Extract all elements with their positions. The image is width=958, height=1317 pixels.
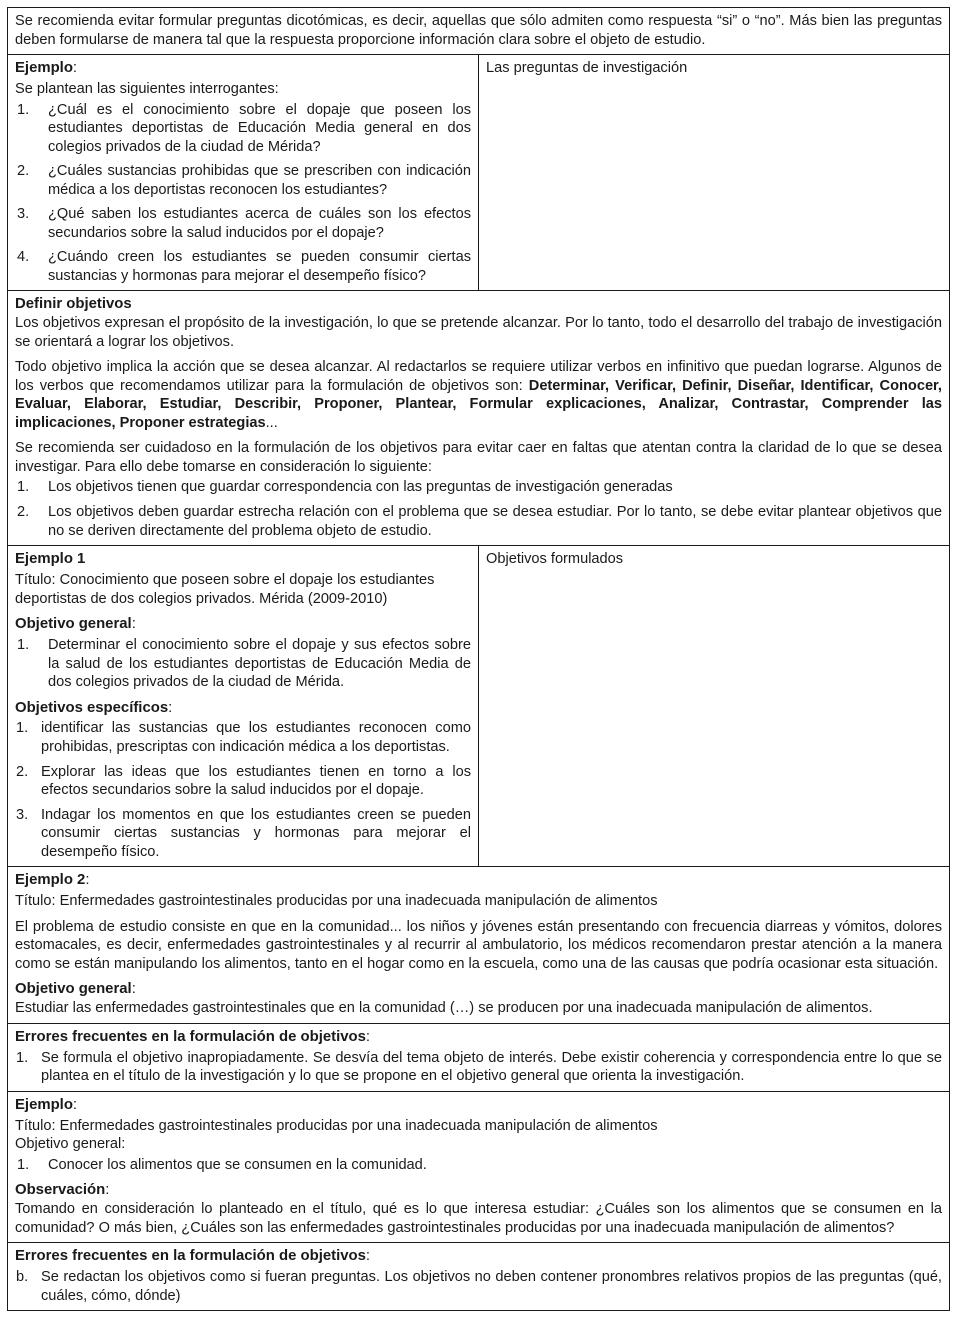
table-row: [8, 8, 950, 55]
example-3-cell: [8, 1091, 950, 1243]
list-text: Determinar el conocimiento sobre el dopaje y sus efectos sobre la salud de los estudiantes deportistas de Educación Media de dos colegios privados de la ciudad de Mérida.: [48, 636, 471, 691]
errors-1-list: [15, 1049, 942, 1086]
errors-1-heading-text: Errores frecuentes en la formulación de objetivos: [15, 1028, 366, 1045]
example-1-general-objective-heading: [15, 615, 471, 634]
table-row: [8, 1091, 950, 1243]
list-marker: 1.: [16, 1049, 29, 1066]
example-1-specific-objectives-heading-text: Objetivos específicos: [15, 699, 169, 716]
define-objectives-paragraph-3: Se recomienda ser cuidadoso en la formulación de los objetivos para evitar caer en faltas que atentan contra la claridad de lo que se desea investigar. Para ello debe tomarse en consideración lo siguiente:: [15, 440, 942, 475]
list-item: [15, 205, 471, 242]
methodology-guide-table: [7, 7, 950, 1311]
example-1-specific-objectives-heading: [15, 699, 471, 718]
example-2-general-objective-heading-text: Objetivo general: [15, 981, 132, 998]
example-questions-heading-colon: :: [72, 60, 78, 77]
example-3-general-objective-line: Objetivo general:: [15, 1136, 126, 1153]
list-item: [15, 1049, 942, 1086]
errors-2-cell: [8, 1243, 950, 1311]
verbs-bold-list: Determinar, Verificar, Definir, Diseñar, Identificar, Conocer, Evaluar, Elaborar, Estudiar, Describir, Proponer, Plantear, Formular explicaciones, Analizar, Contrastar, Comprender las implicaciones, Proponer estrategias: [15, 377, 942, 431]
list-marker: 1.: [17, 101, 30, 118]
intro-paragraph: Se recomienda evitar formular preguntas dicotómicas, es decir, aquellas que sólo admiten como respuesta “si” o “no”. Más bien las preguntas deben formularse de manera tal que la respuesta proporcione información clara sobre el objeto de estudio.: [15, 13, 942, 48]
observation-heading: [15, 1181, 942, 1200]
errors-2-heading: [15, 1247, 942, 1266]
list-text: ¿Cuál es el conocimiento sobre el dopaje que poseen los estudiantes deportistas de Educación Media general en dos colegios privados de la ciudad de Mérida?: [48, 101, 471, 155]
list-text: Los objetivos tienen que guardar correspondencia con las preguntas de investigación generadas: [48, 479, 673, 496]
errors-2-list: [15, 1268, 942, 1305]
list-text: ¿Qué saben los estudiantes acerca de cuáles son los efectos secundarios sobre la salud inducidos por el dopaje?: [48, 206, 471, 241]
observation-heading-text: Observación: [15, 1182, 106, 1199]
list-text: Se redactan los objetivos como si fueran preguntas. Los objetivos no deben contener pronombres relativos propios de las preguntas (qué, cuáles, cómo, dónde): [41, 1269, 942, 1304]
example-questions-lead: Se plantean las siguientes interrogantes:: [15, 80, 279, 97]
list-item: [15, 478, 942, 497]
example-1-specific-objectives-colon: :: [168, 699, 173, 716]
table-row: [8, 867, 950, 1024]
intro-cell: [8, 8, 950, 55]
example-1-title-label: Título:: [15, 571, 56, 588]
list-item: [15, 503, 942, 540]
example-1-general-objective-colon: :: [131, 616, 136, 633]
example-2-heading-colon: :: [85, 872, 90, 889]
errors-1-heading-colon: :: [365, 1028, 371, 1045]
example-questions-heading-text: Ejemplo: [15, 60, 73, 77]
list-item: [15, 719, 471, 756]
list-marker: b.: [16, 1269, 29, 1286]
side-label-formulated-objectives: Objetivos formulados: [486, 551, 624, 568]
example-questions-heading: [15, 59, 471, 78]
list-text: ¿Cuáles sustancias prohibidas que se prescriben con indicación médica a los deportistas reconocen los estudiantes?: [48, 163, 471, 198]
side-label-cell-questions: [479, 55, 950, 291]
example-1-title: [15, 571, 471, 608]
example-questions-list: [15, 101, 471, 286]
list-item: [15, 763, 471, 800]
errors-2-heading-text: Errores frecuentes en la formulación de objetivos: [15, 1248, 366, 1265]
define-objectives-heading: Definir objetivos: [15, 296, 132, 313]
example-2-title: Título: Enfermedades gastrointestinales producidas por una inadecuada manipulación de alimentos: [15, 893, 658, 910]
list-text: Indagar los momentos en que los estudiantes creen se pueden consumir ciertas sustancias y hormonas para mejorar el desempeño físico.: [41, 806, 471, 860]
errors-1-heading: [15, 1028, 942, 1047]
side-label-research-questions: Las preguntas de investigación: [486, 60, 688, 77]
example-1-title-text: Conocimiento que poseen sobre el dopaje los estudiantes deportistas de dos colegios privados. Mérida (2009-2010): [15, 571, 435, 607]
define-objectives-list: [15, 478, 942, 540]
table-row: [8, 1243, 950, 1311]
example-questions-cell: [8, 55, 479, 291]
list-marker: 3.: [16, 806, 29, 823]
list-marker: 2.: [16, 763, 29, 780]
list-item: [15, 1156, 942, 1175]
example-2-general-objective-text: Estudiar las enfermedades gastrointestinales que en la comunidad (…) se producen por una inadecuada manipulación de alimentos.: [15, 1000, 873, 1017]
table-row: [8, 546, 950, 867]
example-3-heading-colon: :: [72, 1096, 78, 1113]
example-2-general-objective-heading: [15, 980, 942, 999]
list-item: [15, 636, 471, 692]
table-row: [8, 55, 950, 291]
verbs-intro-text: Todo objetivo implica la acción que se desea alcanzar. Al redactarlos se requiere utilizar verbos en infinitivo que puedan lograrse. Algunos de los verbos que recomendamos utilizar para la formulación de objetivos son:: [15, 359, 942, 394]
define-objectives-cell: [8, 291, 950, 546]
errors-2-heading-colon: :: [365, 1248, 371, 1265]
list-marker: 4.: [17, 249, 30, 266]
list-item: [15, 248, 471, 285]
example-1-heading: Ejemplo 1: [15, 551, 86, 568]
list-marker: 1.: [17, 636, 30, 653]
example-3-list: [15, 1156, 942, 1175]
list-marker: 3.: [17, 206, 30, 223]
example-2-cell: [8, 867, 950, 1024]
list-text: Explorar las ideas que los estudiantes tienen en torno a los efectos secundarios sobre la salud inducidos por el dopaje.: [41, 763, 471, 799]
observation-heading-colon: :: [105, 1182, 110, 1199]
example-1-general-objective-list: [15, 636, 471, 692]
table-row: [8, 1023, 950, 1091]
side-label-cell-objectives: [479, 546, 950, 867]
example-3-title: Título: Enfermedades gastrointestinales producidas por una inadecuada manipulación de alimentos: [15, 1117, 658, 1134]
example-3-heading: [15, 1096, 942, 1115]
list-marker: 1.: [16, 720, 29, 737]
table-row: [8, 291, 950, 546]
list-text: identificar las sustancias que los estudiantes reconocen como prohibidas, prescriptas con indicación médica a los deportistas.: [41, 720, 471, 756]
observation-text: Tomando en consideración lo planteado en el título, qué es lo que interesa estudiar: ¿Cuáles son los alimentos que se consumen en la comunidad? O más bien, ¿Cuáles son las enfermedades gastrointestinales producidas por una inadecuada manipulación de alimentos?: [15, 1201, 942, 1236]
example-2-heading-text: Ejemplo 2: [15, 872, 86, 889]
errors-1-cell: [8, 1023, 950, 1091]
list-marker: 1.: [17, 1156, 30, 1173]
list-item: [15, 1268, 942, 1305]
list-marker: 2.: [17, 504, 30, 520]
list-text: Conocer los alimentos que se consumen en la comunidad.: [48, 1156, 427, 1173]
example-2-general-objective-colon: :: [131, 981, 136, 998]
example-2-heading: [15, 871, 942, 890]
list-item: [15, 806, 471, 862]
list-text: Los objetivos deben guardar estrecha relación con el problema que se desea estudiar. Por lo tanto, se debe evitar plantear objetivos que no se deriven directamente del problema objeto de estudio.: [48, 504, 942, 539]
list-marker: 1.: [17, 479, 30, 496]
example-1-cell: [8, 546, 479, 867]
list-text: ¿Cuándo creen los estudiantes se pueden consumir ciertas sustancias y hormonas para mejorar el desempeño físico?: [48, 249, 471, 284]
example-1-general-objective-heading-text: Objetivo general: [15, 616, 132, 633]
define-objectives-paragraph-1: Los objetivos expresan el propósito de la investigación, lo que se pretende alcanzar. Por lo tanto, todo el desarrollo del trabajo de investigación se orientará a lograr los objetivos.: [15, 315, 942, 350]
list-marker: 2.: [17, 163, 30, 180]
list-item: [15, 101, 471, 157]
define-objectives-paragraph-2: [15, 358, 942, 432]
example-3-heading-text: Ejemplo: [15, 1096, 73, 1113]
list-item: [15, 162, 471, 199]
example-2-problem-paragraph: El problema de estudio consiste en que en la comunidad... los niños y jóvenes están presentando con frecuencia diarreas y vómitos, dolores estomacales, es decir, enfermedades gastrointestinales y al recurrir al ambulatorio, los médicos recomendaron prestar atención a la manera como se están manipulando los alimentos, tanto en el hogar como en la escuela, como una de las causas que podría ocasionar esta situación.: [15, 918, 942, 972]
list-text: Se formula el objetivo inapropiadamente. Se desvía del tema objeto de interés. Debe existir coherencia y correspondencia entre lo que se plantea en el título de la investigación y lo que se propone en el objetivo general que orienta la investigación.: [41, 1049, 942, 1085]
verbs-ellipsis: ...: [265, 414, 278, 431]
example-1-specific-objectives-list: [15, 719, 471, 861]
